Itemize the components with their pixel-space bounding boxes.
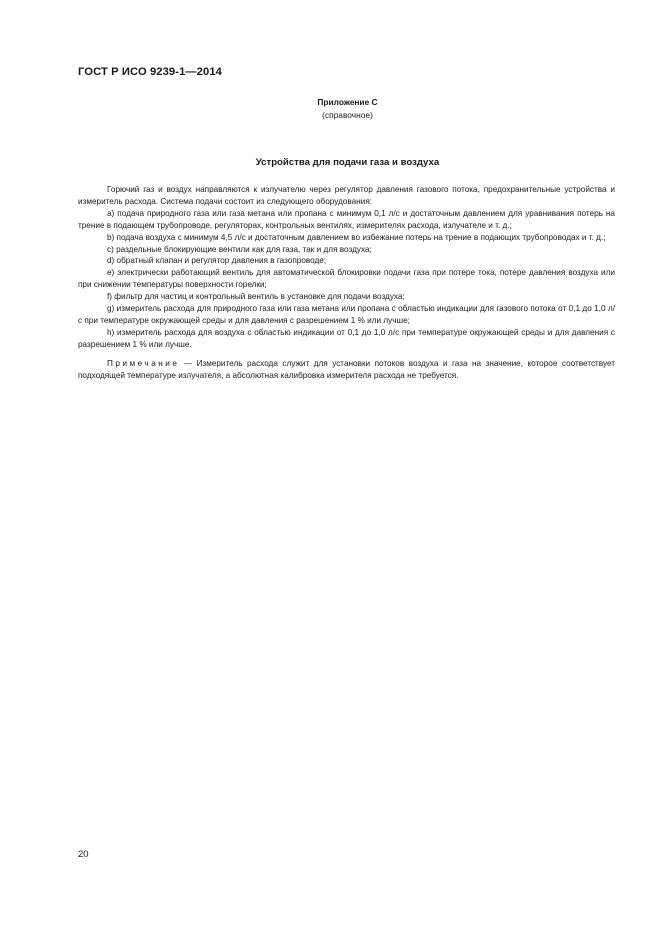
section-title: Устройства для подачи газа и воздуха bbox=[255, 157, 440, 168]
body-text bbox=[78, 184, 615, 382]
standard-header: ГОСТ Р ИСО 9239-1—2014 bbox=[78, 66, 222, 78]
intro-paragraph: Горючий газ и воздух направляются к излучателю через регулятор давления газового потока, предохранительные устройства и измеритель расхода. Система подачи состоит из следующего оборудования: bbox=[78, 185, 615, 206]
list-item-h: h) измеритель расхода для воздуха с областью индикации от 0,1 до 1,0 л/с при температуре окружающей среды и для давления с разрешением 1 % или лучше. bbox=[78, 327, 615, 349]
list-item-a: а) подача природного газа или газа метана или пропана с минимум 0,1 л/с и достаточным давлением для уравнивания потерь на трение в подающем трубопроводе, регуляторах, контрольных вентилях, измерителях расхода, излучателе и т. д.; bbox=[78, 208, 615, 230]
list-item-c: c) раздельные блокирующие вентили как для газа, так и для воздуха; bbox=[107, 244, 372, 254]
annex-heading bbox=[0, 96, 661, 122]
list-item-e: e) электрически работающий вентиль для автоматической блокировки подачи газа при потере тока, потере давления воздуха или при снижении температуры поверхности горелки; bbox=[78, 268, 615, 290]
annex-title: Приложение С bbox=[317, 97, 378, 107]
page-number: 20 bbox=[78, 849, 89, 860]
list-item-f: f) фильтр для частиц и контрольный вентиль в установке для подачи воздуха; bbox=[107, 292, 405, 302]
note-label: Примечание bbox=[107, 358, 180, 368]
list-item-d: d) обратный клапан и регулятор давления в газопроводе; bbox=[107, 256, 327, 266]
note-text: — Измеритель расхода служит для установки потоков воздуха и газа на значение, которое соответствует подходящей температуре излучателя, а абсолютная калибровка измерителя расхода не требуется. bbox=[78, 358, 615, 380]
list-item-g: g) измеритель расхода для природного газа или газа метана или пропана с областью индикации для газового потока от 0,1 до 1,0 л/с при температуре окружающей среды и для давления с разрешением 1 % или лучше; bbox=[78, 304, 615, 325]
note-paragraph bbox=[78, 358, 615, 382]
annex-subtitle: (справочное) bbox=[322, 110, 373, 120]
list-item-b: b) подача воздуха с минимум 4,5 л/с и достаточным давлением во избежание потерь на трение в подающих трубопроводах и т. д.; bbox=[107, 232, 606, 242]
